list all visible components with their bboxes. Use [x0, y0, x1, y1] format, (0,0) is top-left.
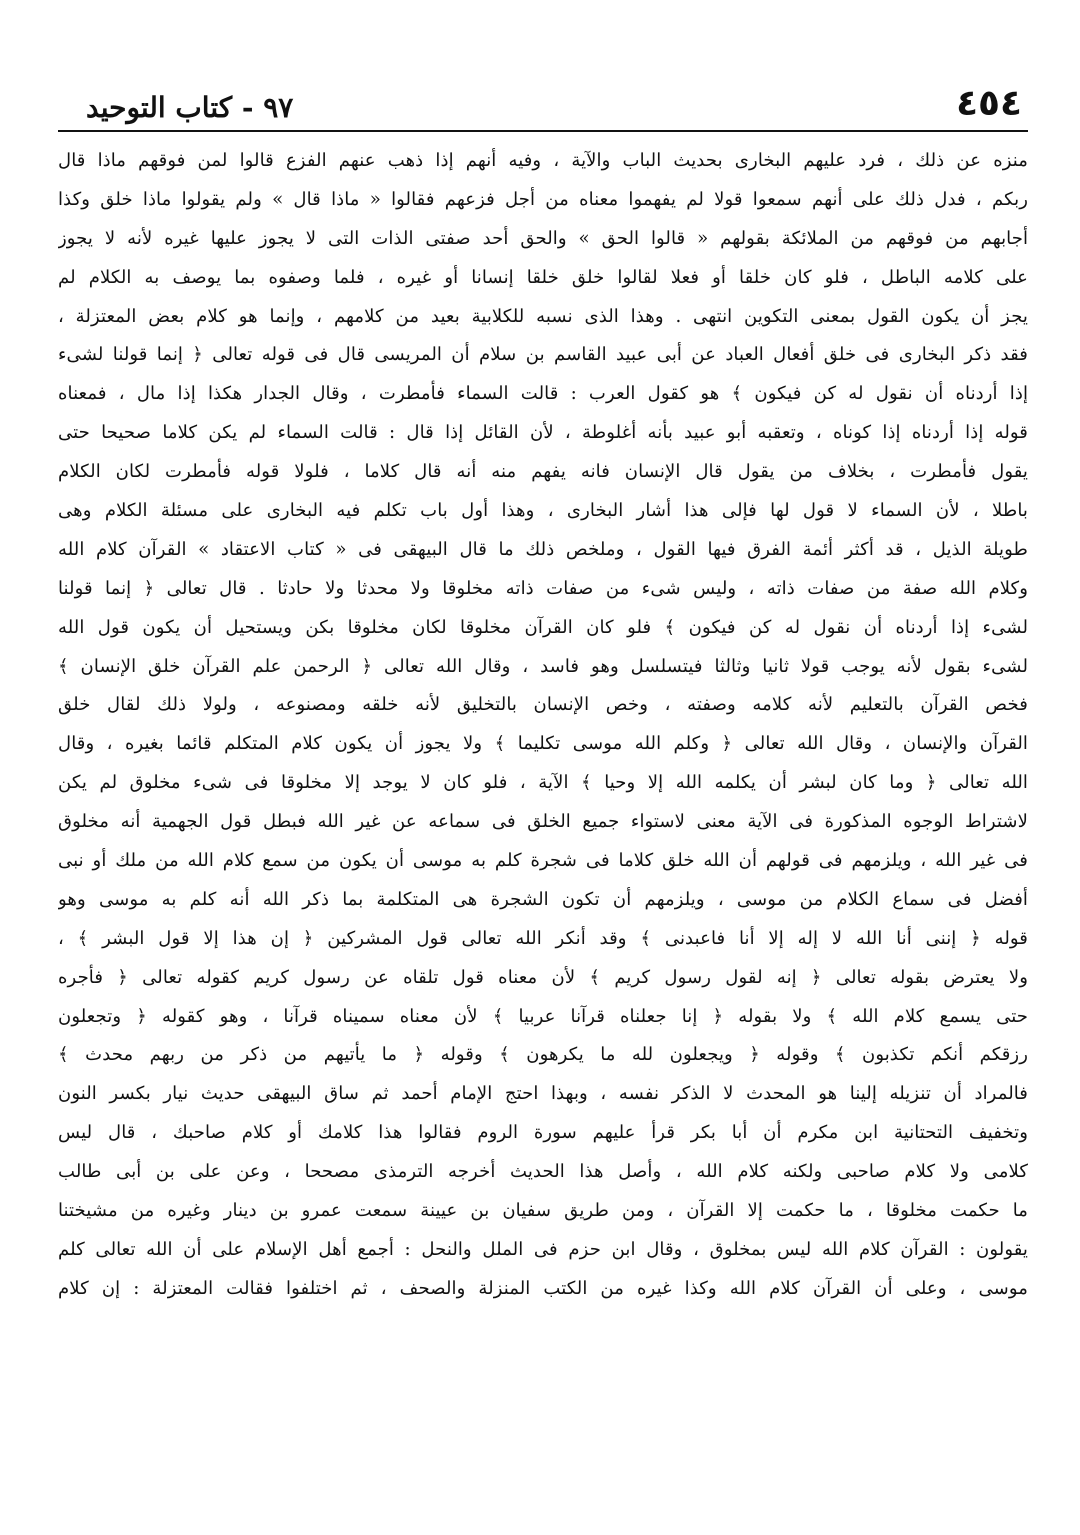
text-line: يقولون : القرآن كلام الله ليس بمخلوق ، وقال ابن حزم فى الملل والنحل : أجمع أهل الإسلام على أن الله تعالى كلم [58, 1238, 1028, 1260]
text-line: طويلة الذيل ، قد أكثر أئمة الفرق فيها القول ، وملخص ذلك ما قال البيهقى فى « كتاب الاعتقاد » القرآن كلام الله [58, 538, 1028, 560]
text-line: إذا أردناه أن نقول له كن فيكون ﴾ هو كقول العرب : قالت السماء فأمطرت ، وقال الجدار هكذا إذا مال ، فمعناه [58, 383, 1028, 405]
text-line: أجابهم من فوقهم من الملائكة بقولهم « قالوا الحق » والحق أحد صفتى الذات التى لا يجوز عليها غيره لأنه لا يجوز [58, 227, 1028, 249]
text-line: لشىء إذا أردناه أن نقول له كن فيكون ﴾ فلو كان القرآن مخلوقا لكان مخلوقا بكن ويستحيل أن يكون قول الله [58, 616, 1028, 638]
text-line: فقد ذكر البخارى فى خلق أفعال العباد عن أبى عبيد القاسم بن سلام أن المريسى قال فى قوله تعالى ﴿ إنما قولنا لشىء [58, 344, 1028, 366]
header-rule [58, 130, 1028, 132]
body-text [58, 142, 1028, 1309]
text-line: وتخفيف التحتانية ابن مكرم أن أبا بكر قرأ عليهم سورة الروم فقالوا هذا كلامك أو كلام صاحبك ، قال ليس [58, 1122, 1028, 1144]
text-line: موسى ، وعلى أن القرآن كلام الله وكذا غيره من الكتب المنزلة والصحف ، ثم اختلفوا فقالت المعتزلة : إن كلام [58, 1277, 1028, 1299]
text-line: أفضل فى سماع الكلام من موسى ، ويلزمهم أن تكون الشجرة هى المتكلمة بما ذكر الله أنه كلم به موسى وهو [58, 888, 1028, 910]
text-line: يجز أن يكون القول بمعنى التكوين انتهى . وهذا الذى نسبه للكلابية بعيد من كلامهم ، وإنما هو كلام بعض المعتزلة ، [58, 305, 1028, 327]
running-title: ٩٧ - كتاب التوحيد [86, 91, 294, 124]
text-line: ربكم ، فدل ذلك على أنهم سمعوا قولا لم يفهموا معناه من أجل فزعهم فقالوا « ماذا قال » ولم يقولوا ماذا خلق وكذا [58, 188, 1028, 210]
page-number: ٤٥٤ [956, 83, 1022, 124]
page-header [58, 70, 1028, 122]
text-line: ما حكمت مخلوقا ، ما حكمت إلا القرآن ، ومن طريق سفيان بن عيينة سمعت عمرو بن دينار وغيره من مشيختنا [58, 1200, 1028, 1222]
text-line: يقول فأمطرت ، بخلاف من يقول قال الإنسان فانه يفهم منه أنه قال كلاما ، فلولا قوله فأمطرت لكان الكلام [58, 461, 1028, 483]
text-line: باطلا ، لأن السماء لا قول لها فإلى هذا أشار البخارى ، وهذا أول باب تكلم فيه البخارى على مسئلة الكلام وهى [58, 500, 1028, 522]
text-line: لاشتراط الوجوه المذكورة فى الآية معنى لاستواء جميع الخلق فى سماعه عن غير الله فبطل قول الجهمية أنه مخلوق [58, 811, 1028, 833]
text-line: رزقكم أنكم تكذبون ﴾ وقوله ﴿ ويجعلون لله ما يكرهون ﴾ وقوله ﴿ ما يأتيهم من ذكر من ربهم محدث ﴾ [58, 1044, 1028, 1066]
text-line: الله تعالى ﴿ وما كان لبشر أن يكلمه الله إلا وحيا ﴾ الآية ، فلو كان لا يوجد إلا مخلوقا فى شىء مخلوق لم يكن [58, 772, 1028, 794]
text-line: فى غير الله ، ويلزمهم فى قولهم أن الله خلق كلاما فى شجرة كلم به موسى أن يكون من سمع كلام الله من ملك أو نبى [58, 850, 1028, 872]
text-line: قوله ﴿ إننى أنا الله لا إله إلا أنا فاعبدنى ﴾ وقد أنكر الله تعالى قول المشركين ﴿ إن هذا إلا قول البشر ﴾ ، [58, 927, 1028, 949]
text-line: ولا يعترض بقوله تعالى ﴿ إنه لقول رسول كريم ﴾ لأن معناه قول تلقاه عن رسول كريم كقوله تعالى ﴿ فأجره [58, 966, 1028, 988]
document-page [58, 70, 1028, 1490]
text-line: فخص القرآن بالتعليم لأنه كلامه وصفته ، وخص الإنسان بالتخليق لأنه خلقه ومصنوعه ، ولولا ذلك لقال خلق [58, 694, 1028, 716]
text-line: قوله إذا أردناه إذا كوناه ، وتعقبه أبو عبيد بأنه أغلوطة ، لأن القائل إذا قال : قالت السماء لم يكن كلاما صحيحا حتى [58, 422, 1028, 444]
text-line: كلامى ولا كلام صاحبى ولكنه كلام الله ، وأصل هذا الحديث أخرجه الترمذى مصححا ، وعن على بن أبى طالب [58, 1161, 1028, 1183]
text-line: القرآن والإنسان ، وقال الله تعالى ﴿ وكلم الله موسى تكليما ﴾ ولا يجوز أن يكون كلام المتكلم قائما بغيره ، وقال [58, 733, 1028, 755]
text-line: على كلامه الباطل ، فلو كان خلقا أو فعلا لقالوا خلق خلقا إنسانا أو غيره ، فلما وصفوه بما يوصف به الكلام لم [58, 266, 1028, 288]
text-line: حتى يسمع كلام الله ﴾ ولا بقوله ﴿ إنا جعلناه قرآنا عربيا ﴾ لأن معناه سميناه قرآنا ، وهو كقوله ﴿ وتجعلون [58, 1005, 1028, 1027]
text-line: لشىء بقول لأنه يوجب قولا ثانيا وثالثا فيتسلسل وهو فاسد ، وقال الله تعالى ﴿ الرحمن علم القرآن خلق الإنسان ﴾ [58, 655, 1028, 677]
text-line: وكلام الله صفة من صفات ذاته ، وليس شىء من صفات ذاته مخلوقا ولا محدثا ولا حادثا . قال تعالى ﴿ إنما قولنا [58, 577, 1028, 599]
text-line: منزه عن ذلك ، فرد عليهم البخارى بحديث الباب والآية ، وفيه أنهم إذا ذهب عنهم الفزع قالوا لمن فوقهم ماذا قال [58, 150, 1028, 171]
text-line: فالمراد أن تنزيله إلينا هو المحدث لا الذكر نفسه ، وبهذا احتج الإمام أحمد ثم ساق البيهقى حديث نيار بكسر النون [58, 1083, 1028, 1105]
